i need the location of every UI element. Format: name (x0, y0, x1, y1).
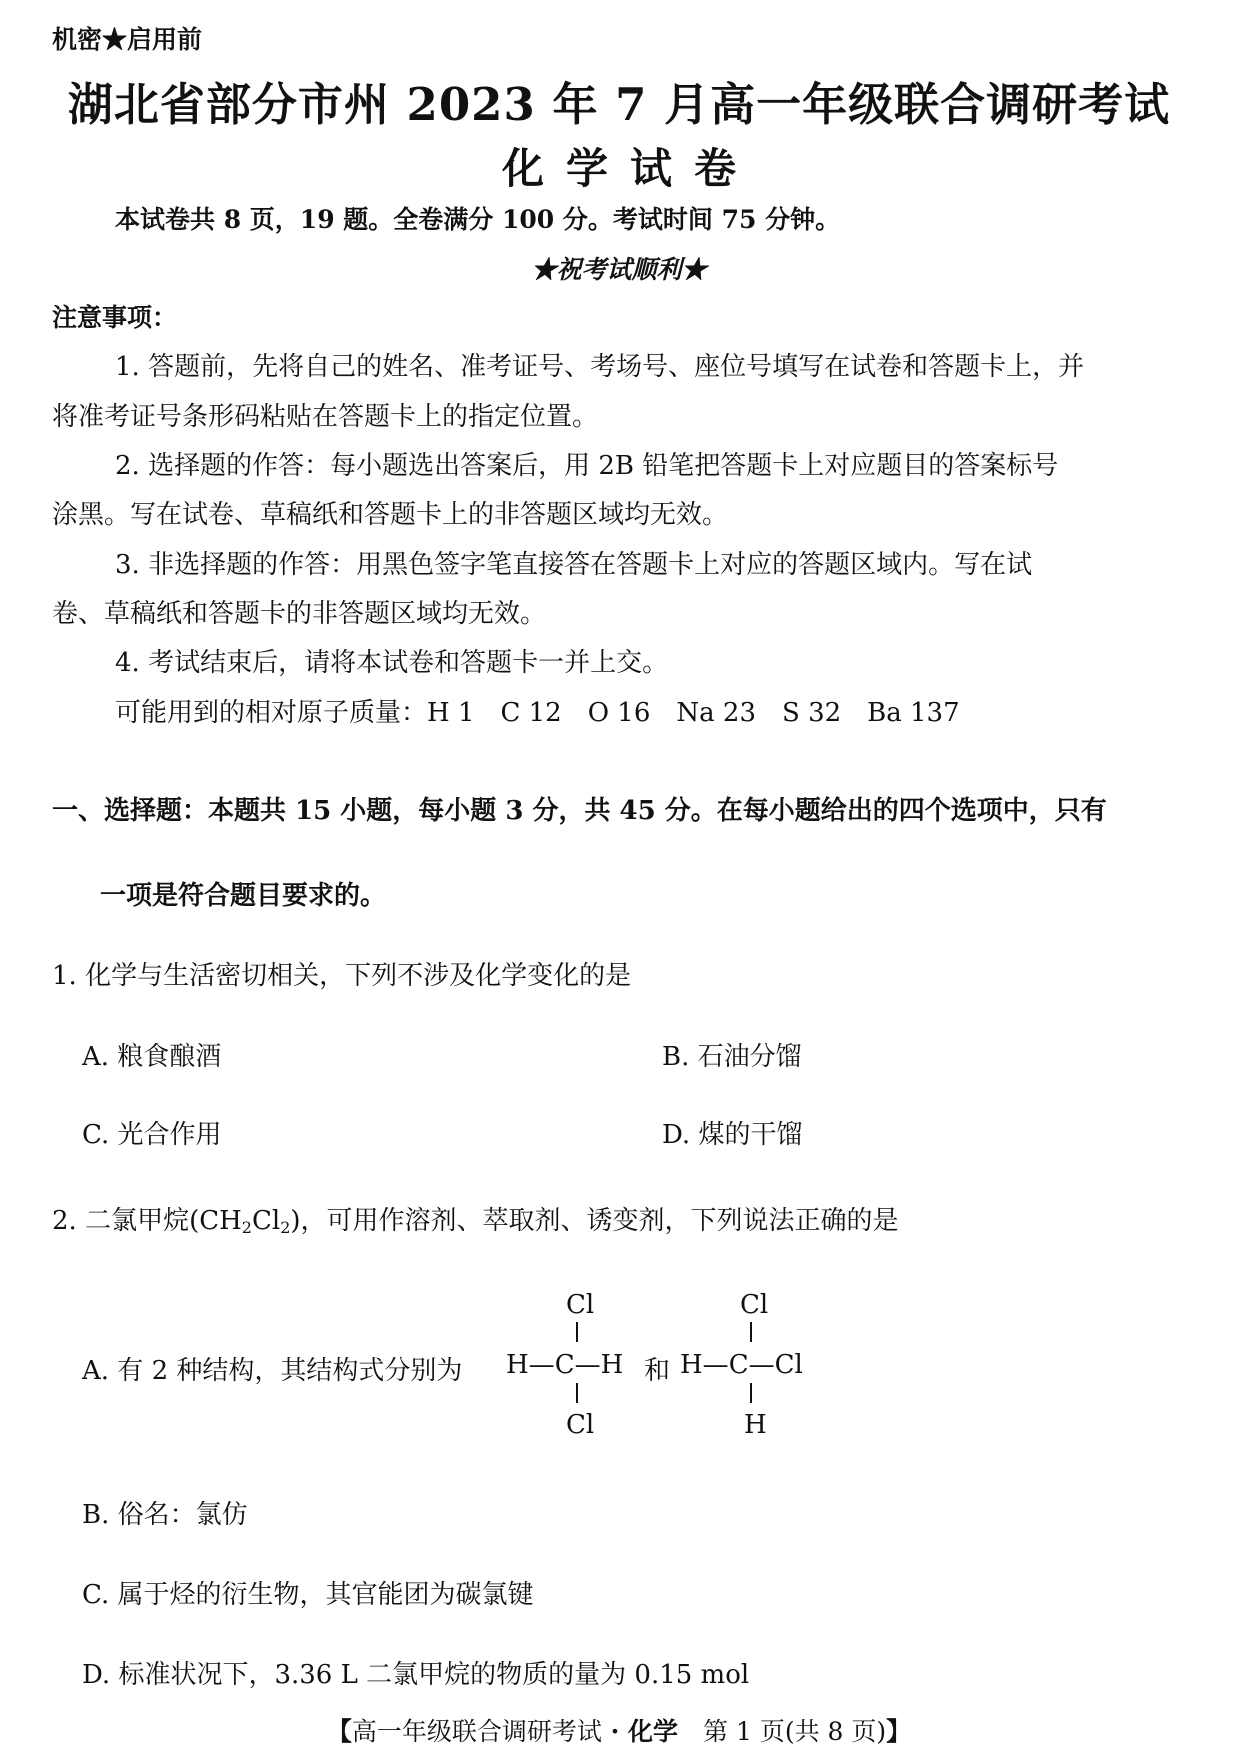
structural-formula-1 (506, 1350, 623, 1380)
question-1-option-a: A. 粮食酿酒 (82, 1042, 222, 1072)
page-footer (0, 1712, 1238, 1748)
footer-page-info: 第 1 页(共 8 页) (678, 1717, 887, 1746)
formula-2-right: —Cl (748, 1350, 803, 1380)
question-2-stem-prefix: 2. 二氯甲烷(CH (52, 1206, 242, 1236)
notice-item-4: 4. 考试结束后，请将本试卷和答题卡一并上交。 (115, 648, 669, 678)
confidential-label: 机密★启用前 (52, 25, 203, 54)
exam-title: 湖北省部分市州 2023 年 7 月高一年级联合调研考试 (67, 78, 1171, 131)
question-1-option-c: C. 光合作用 (82, 1120, 222, 1150)
notice-item-3-line-1: 3. 非选择题的作答：用黑色签字笔直接答在答题卡上对应的答题区域内。写在试 (115, 550, 1033, 580)
formula-1-left: H— (506, 1350, 555, 1380)
footer-subject: 化学 (628, 1717, 679, 1746)
exam-info: 本试卷共 8 页，19 题。全卷满分 100 分。考试时间 75 分钟。 (115, 205, 841, 234)
question-1-stem: 1. 化学与生活密切相关，下列不涉及化学变化的是 (52, 961, 632, 991)
question-2-option-d: D. 标准状况下，3.36 L 二氯甲烷的物质的量为 0.15 mol (82, 1660, 750, 1690)
notice-item-2-line-2: 涂黑。写在试卷、草稿纸和答题卡上的非答题区域均无效。 (52, 500, 729, 530)
subscript: 2 (241, 1218, 252, 1237)
question-2-stem-mid: Cl (251, 1206, 281, 1236)
footer-exam-name: 高一年级联合调研考试 (351, 1717, 602, 1746)
notice-heading: 注意事项： (52, 303, 178, 332)
formula-2-center: C (728, 1350, 749, 1380)
notice-item-1-line-2: 将准考证号条形码粘贴在答题卡上的指定位置。 (52, 402, 599, 432)
formula-2-bottom-bond (750, 1383, 752, 1403)
subject-title: 化学试卷 (501, 144, 758, 193)
formula-2-top-bond (750, 1322, 752, 1342)
footer-bracket-close: 】 (886, 1717, 912, 1746)
footer-dot: · (601, 1717, 628, 1746)
and-word: 和 (644, 1356, 671, 1386)
atomic-masses: 可能用到的相对原子质量：H 1 C 12 O 16 Na 23 S 32 Ba 137 (115, 698, 960, 728)
structural-formula-2 (680, 1350, 803, 1380)
subscript: 2 (280, 1218, 291, 1237)
question-2-stem (52, 1200, 899, 1237)
footer-bracket-open: 【 (326, 1717, 352, 1746)
good-luck-line: ★祝考试顺利★ (531, 255, 707, 284)
section-1-heading-line-1: 一、选择题：本题共 15 小题，每小题 3 分，共 45 分。在每小题给出的四个选项中，只有 (52, 796, 1107, 826)
notice-item-3-line-2: 卷、草稿纸和答题卡的非答题区域均无效。 (52, 599, 547, 629)
formula-2-bottom-atom: H (744, 1410, 767, 1440)
formula-1-center: C (554, 1350, 575, 1380)
formula-2-left: H— (680, 1350, 729, 1380)
question-2-option-c: C. 属于烃的衍生物，其官能团为碳氯键 (82, 1580, 534, 1610)
section-1-heading-line-2: 一项是符合题目要求的。 (100, 881, 387, 911)
question-1-option-d: D. 煤的干馏 (662, 1120, 803, 1150)
notice-item-2-line-1: 2. 选择题的作答：每小题选出答案后，用 2B 铅笔把答题卡上对应题目的答案标号 (115, 451, 1059, 481)
formula-1-top-bond (576, 1322, 578, 1342)
question-2-option-a-text: A. 有 2 种结构，其结构式分别为 (82, 1356, 463, 1386)
question-2-stem-suffix: )，可用作溶剂、萃取剂、诱变剂，下列说法正确的是 (290, 1206, 899, 1236)
notice-item-1-line-1: 1. 答题前，先将自己的姓名、准考证号、考场号、座位号填写在试卷和答题卡上，并 (115, 352, 1085, 382)
formula-2-top-atom: Cl (740, 1290, 769, 1320)
formula-1-bottom-bond (576, 1383, 578, 1403)
formula-1-bottom-atom: Cl (566, 1410, 595, 1440)
formula-1-right: —H (574, 1350, 624, 1380)
question-1-option-b: B. 石油分馏 (662, 1042, 802, 1072)
formula-1-top-atom: Cl (566, 1290, 595, 1320)
question-2-option-b: B. 俗名：氯仿 (82, 1500, 248, 1530)
